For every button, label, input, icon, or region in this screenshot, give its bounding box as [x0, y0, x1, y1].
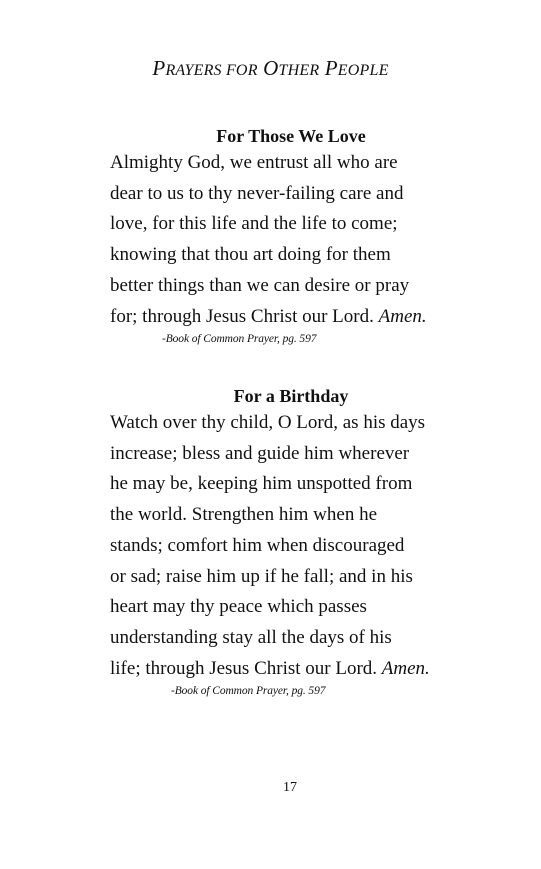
prayer-section-those-we-love: [110, 124, 490, 345]
amen: Amen.: [381, 657, 430, 679]
prayer-line: or sad; raise him up if he fall; and in his: [110, 565, 413, 587]
title-initial: P: [152, 56, 166, 80]
source-citation: -Book of Common Prayer, pg. 597: [171, 685, 326, 698]
prayer-text: [110, 148, 490, 332]
prayer-line: Watch over thy child, O Lord, as his days: [110, 412, 426, 433]
prayer-line-last: [110, 654, 490, 685]
prayer-text: [110, 408, 490, 684]
source-citation: -Book of Common Prayer, pg. 597: [162, 333, 317, 346]
title-initial: P: [324, 56, 338, 80]
title-word: EOPLE: [337, 62, 389, 79]
amen: Amen.: [378, 305, 427, 327]
page-number: 17: [283, 780, 297, 795]
prayer-line: increase; bless and guide him wherever: [110, 442, 410, 464]
prayer-line: life; through Jesus Christ our Lord.: [110, 657, 378, 679]
prayer-line: stands; comfort him when discouraged: [110, 534, 405, 556]
prayer-heading: For a Birthday: [233, 386, 349, 406]
prayer-line: knowing that thou art doing for them: [110, 244, 391, 266]
prayer-line: understanding stay all the days of his: [110, 626, 392, 648]
prayer-line: better things than we can desire or pray: [110, 274, 410, 296]
prayer-line: Almighty God, we entrust all who are: [110, 152, 398, 173]
prayer-line: heart may thy peace which passes: [110, 596, 367, 618]
prayer-line: love, for this life and the life to come;: [110, 213, 398, 235]
title-initial: O: [263, 56, 279, 80]
page-title: [0, 56, 541, 81]
prayer-line: the world. Strengthen him when he: [110, 504, 378, 526]
prayer-line: dear to us to thy never-failing care and: [110, 182, 404, 204]
prayer-line: for; through Jesus Christ our Lord.: [110, 305, 374, 327]
prayer-section-birthday: [110, 384, 490, 697]
prayer-line-last: [110, 302, 490, 333]
title-word: RAYERS FOR: [165, 62, 258, 79]
prayer-heading: For Those We Love: [216, 126, 366, 146]
title-word: THER: [278, 62, 320, 79]
prayer-line: he may be, keeping him unspotted from: [110, 473, 413, 495]
